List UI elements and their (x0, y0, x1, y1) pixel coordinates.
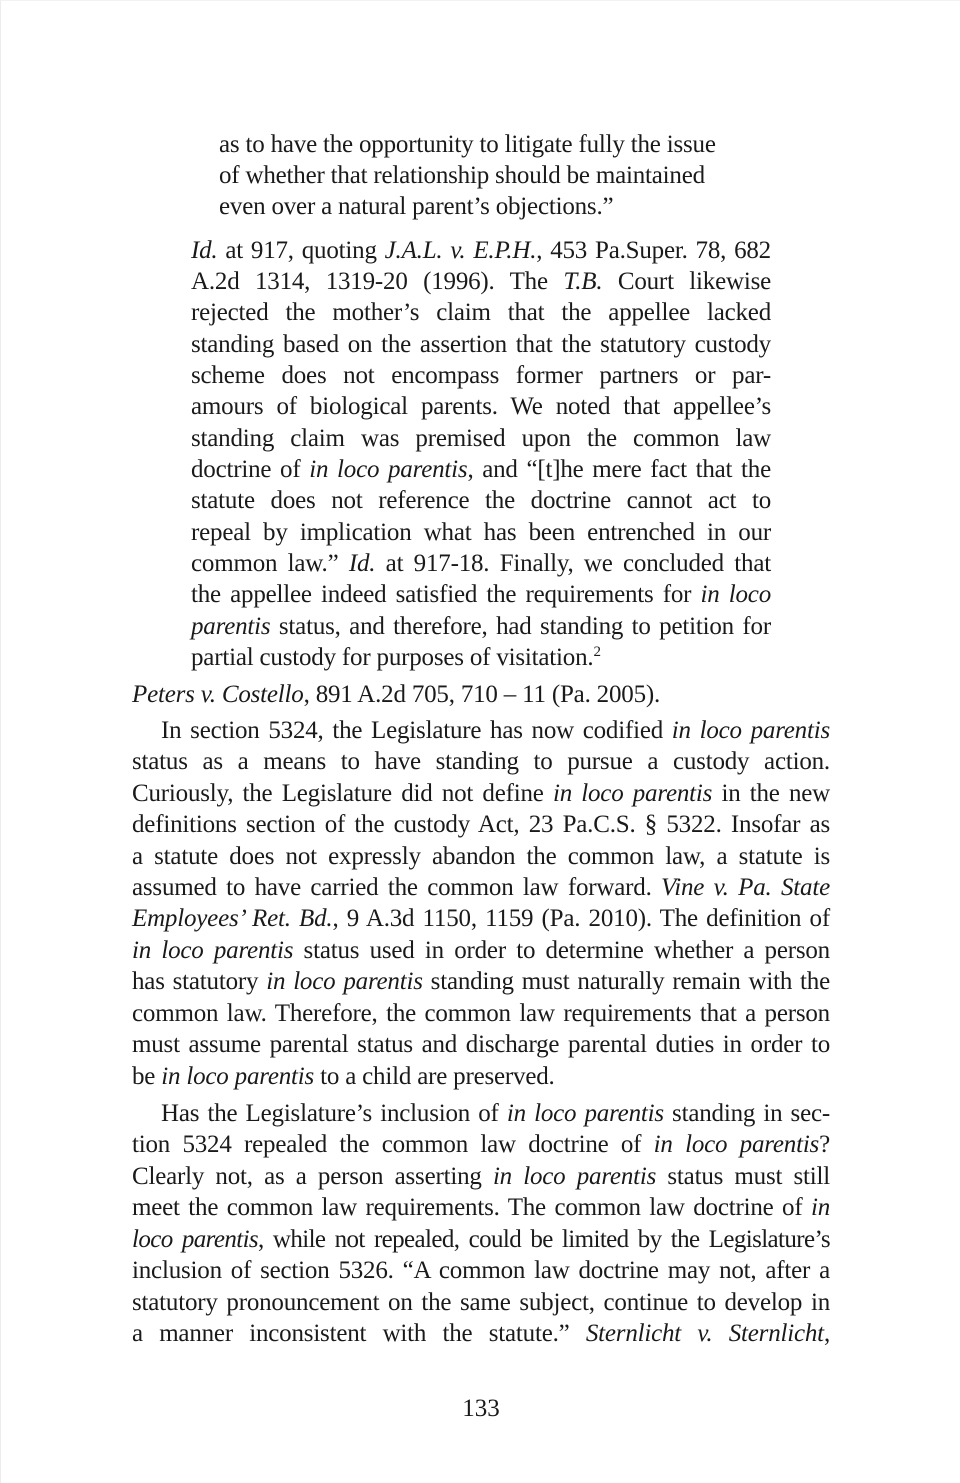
text-run: A.2d 1314, 1319-20 (1996). The (191, 268, 564, 295)
case-name: Employees’ Ret. Bd. (132, 905, 333, 932)
text-line (132, 935, 830, 966)
text-run: common law.” (191, 550, 349, 577)
case-name: T.B. (563, 268, 603, 295)
latin-term: in loco parentis (132, 937, 294, 964)
text-run: Clearly not, as a person asserting (132, 1163, 493, 1190)
text-line: statutory pronouncement on the same subject, continue to develop in (132, 1289, 830, 1316)
latin-term: parentis (191, 613, 271, 640)
text-run: to a child are preserved. (314, 1063, 555, 1090)
text-line: of whether that relationship should be maintained (219, 162, 705, 189)
case-name: J.A.L. v. E.P.H. (384, 237, 537, 264)
text-line (191, 642, 601, 673)
text-line (191, 235, 771, 266)
text-run: In section 5324, the Legislature has now codified (161, 717, 672, 744)
text-line: inclusion of section 5326. “A common law doctrine may not, after a (132, 1257, 830, 1284)
text-run: the appellee indeed satisfied the requirements for (191, 581, 701, 608)
text-line (191, 266, 771, 297)
latin-term: in loco parentis (506, 1100, 664, 1127)
text-line (132, 1192, 830, 1223)
text-run: ? (819, 1131, 830, 1158)
citation-short: Id. (348, 550, 376, 577)
text-line (132, 1224, 830, 1255)
text-line (191, 548, 771, 579)
text-run: status, and therefore, had standing to petition for (270, 613, 771, 640)
text-line: even over a natural parent’s objections.” (219, 193, 614, 220)
text-line (132, 1161, 830, 1192)
text-line (132, 903, 830, 934)
text-run: a manner inconsistent with the statute.” (132, 1320, 586, 1347)
latin-term: in loco parentis (671, 717, 831, 744)
footnote-reference[interactable]: 2 (593, 644, 601, 660)
text-run: has statutory (132, 968, 267, 995)
text-run: , 453 Pa.Super. 78, 682 (536, 237, 771, 264)
text-line: common law. Therefore, the common law requirements that a person (132, 1000, 830, 1027)
text-run: at 917, quoting (217, 237, 385, 264)
text-line: status as a means to have standing to pursue a custody action. (132, 748, 830, 775)
latin-term: in loco parentis (492, 1163, 657, 1190)
text-run: , (823, 1320, 830, 1347)
text-run: doctrine of (191, 456, 310, 483)
text-run: , and “[t]he mere fact that the (467, 456, 771, 483)
latin-term: in loco parentis (653, 1131, 820, 1158)
text-line (161, 715, 830, 746)
text-run: , 9 A.3d 1150, 1159 (Pa. 2010). The definition of (332, 905, 830, 932)
text-run: Court likewise (602, 268, 771, 295)
text-run: assumed to have carried the common law forward. (132, 874, 662, 901)
text-line (132, 778, 830, 809)
text-line: amours of biological parents. We noted that appellee’s (191, 393, 771, 420)
text-line: definitions section of the custody Act, 23 Pa.C.S. § 5322. Insofar as (132, 811, 830, 838)
text-line: must assume parental status and discharge parental duties in order to (132, 1031, 830, 1058)
citation-line (132, 679, 660, 710)
text-run: status must still (656, 1163, 830, 1190)
text-line: repeal by implication what has been entrenched in our (191, 519, 771, 546)
text-run: status used in order to determine whether a person (293, 937, 830, 964)
text-line: standing based on the assertion that the statutory custody (191, 331, 771, 358)
latin-term: loco parentis (132, 1226, 259, 1253)
text-line (191, 454, 771, 485)
text-run: , 891 A.2d 705, 710 – 11 (Pa. 2005). (303, 681, 661, 708)
case-name: Vine v. Pa. State (661, 874, 830, 901)
case-name: Sternlicht v. Sternlicht (585, 1320, 824, 1347)
text-line: as to have the opportunity to litigate fully the issue (219, 131, 716, 158)
text-line (132, 1129, 830, 1160)
text-line: rejected the mother’s claim that the appellee lacked (191, 299, 771, 326)
page-number: 133 (462, 1395, 500, 1422)
text-run: tion 5324 repealed the common law doctrine of (132, 1131, 654, 1158)
latin-term: in loco parentis (309, 456, 468, 483)
text-line: a statute does not expressly abandon the common law, a statute is (132, 843, 830, 870)
text-run: meet the common law requirements. The common law doctrine of (132, 1194, 811, 1221)
latin-term: in loco (700, 581, 771, 608)
text-line (132, 966, 830, 997)
text-run: Has the Legislature’s inclusion of (161, 1100, 507, 1127)
text-run: be (132, 1063, 162, 1090)
text-run: standing in sec- (663, 1100, 830, 1127)
text-run: in the new (712, 780, 830, 807)
text-run: standing must naturally remain with the (422, 968, 831, 995)
citation-short: Id. (191, 237, 218, 264)
latin-term: in loco parentis (552, 780, 713, 807)
text-line: statute does not reference the doctrine cannot act to (191, 487, 771, 514)
text-line (161, 1098, 830, 1129)
latin-term: in loco parentis (266, 968, 423, 995)
case-name: Peters v. Costello (132, 681, 304, 708)
text-line (191, 611, 771, 642)
text-line (191, 579, 771, 610)
latin-term: in (810, 1194, 830, 1221)
text-run: Curiously, the Legislature did not define (132, 780, 553, 807)
text-line: scheme does not encompass former partners or par- (191, 362, 771, 389)
text-line (132, 872, 830, 903)
text-run: , while not repealed, could be limited by the Legislature’s (258, 1226, 830, 1253)
text-line (132, 1318, 830, 1349)
text-run: partial custody for purposes of visitation. (191, 644, 594, 671)
text-line: standing claim was premised upon the common law (191, 425, 771, 452)
latin-term: in loco parentis (161, 1063, 315, 1090)
text-run: at 917-18. Finally, we concluded that (375, 550, 771, 577)
text-line (132, 1061, 555, 1092)
